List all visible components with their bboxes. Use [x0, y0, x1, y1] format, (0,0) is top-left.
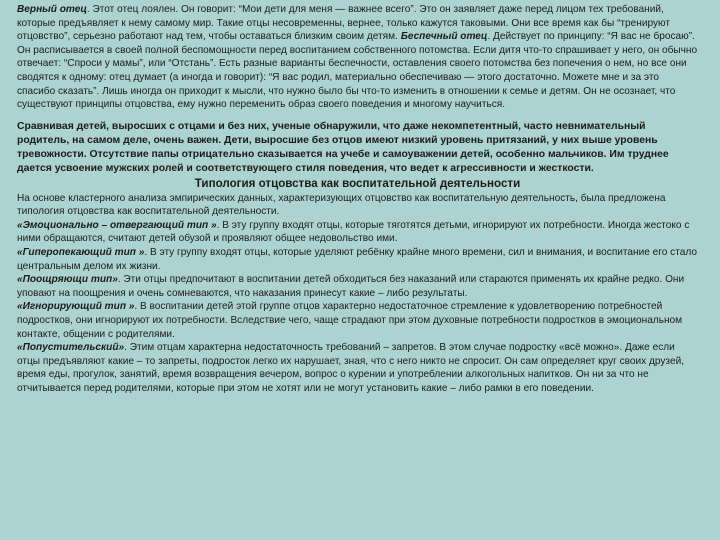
type-description: . В эту группу входят отцы, которые уделяют ребёнку крайне много времени, сил и внимания, и воспитание его стало центральным делом их жизни. — [17, 246, 697, 272]
type-description: . Этим отцам характерна недостаточность требований – запретов. В этом случае подростку «всё можно». Даже если отцы предъявляют какие – то запреты, подросток легко их нарушает, зная, что с него никто не спросит. Он сам определяет круг своих друзей, время еды, прогулок, занятий, время возвращения вечером, вопрос о курении и употреблении алкогольных напитков. Он ни за что не отчитывается перед родителями, которые при этом не хотят или не могут установить какие – либо рамки в его поведении. — [17, 342, 685, 394]
type-term: «Эмоционально – отвергающий тип » — [17, 219, 217, 231]
careless-father-text: . Действует по принципу: “Я вас не бросаю”. Он расписывается в своей полной беспомощности перед воспитанием собственного потомства. Если дитя что-то спрашивает у него, он обычно отвечает: “Спроси у мамы”, или “Отстань”. Есть разные варианты беспечности, оставления своего потомства без попечения о нем, но все они сводятся к одному: отец думает (а иногда и говорит): “Я вас родил, материально обеспечиваю — этого достаточно. Можете мне и за это спасибо сказать”. Лишь иногда он приходит к мысли, что нужно было бы что-то изменить в отношении к семье и детям. Он не осознает, что существуют принципы отцовства, ему нужно переменить образ своего поведения и многому научиться. — [17, 31, 698, 111]
section-heading: Типология отцовства как воспитательной деятельности — [194, 176, 521, 190]
type-term: «Игнорирующий тип » — [17, 301, 135, 313]
term-loyal-father: Верный отец — [17, 4, 87, 15]
comparison-paragraph: Сравнивая детей, выросших с отцами и без них, ученые обнаружили, что даже некомпетентный, часто невнимательный родитель, на самом деле, очень важен. Дети, выросшие без отцов имеют низкий уровень притязаний, у них выше уровень тревожности. Отсутствие папы отрицательно сказывается на учебе и самоуважении детей, особенно мальчиков. Им труднее дается усвоение мужских ролей и соответствующего стиля поведения, что ведет к агрессивности и жесткости. — [17, 120, 669, 175]
term-careless-father: Беспечный отец — [400, 31, 488, 43]
type-description: . Эти отцы предпочитают в воспитании детей обходиться без наказаний или стараются применять их крайне редко. Они уповают на поощрения и очень сомневаются, что наказания принесут какие – либо результаты. — [17, 274, 685, 299]
type-paragraph — [17, 246, 698, 273]
type-term: «Поощряющи тип» — [17, 274, 118, 286]
type-paragraph — [17, 300, 698, 341]
intro-paragraph: На основе кластерного анализа эмпирических данных, характеризующих отцовство как воспитательную деятельность, была предложена типология отцовства как воспитательной деятельности. — [17, 192, 666, 218]
type-description: . В эту группу входят отцы, которые тяготятся детьми, игнорируют их потребности. Иногда жестоко с ними обращаются, считают детей обузой и проявляют общее недовольство ими. — [17, 219, 690, 245]
type-description: . В воспитании детей этой группе отцов характерно недостаточное стремление к удовлетворению потребностей подростков, они игнорируют их потребности. Вследствие чего, чаще страдают при этом духовные потребности подростков в эмоциональном контакте, общении с родителями. — [17, 301, 683, 340]
father-types-paragraph — [17, 3, 698, 112]
type-paragraph — [17, 219, 698, 246]
type-term: «Попустительский» — [17, 342, 125, 354]
type-term: «Гиперопекающий тип » — [17, 246, 145, 258]
loyal-father-text: . Этот отец лоялен. Он говорит: “Мои дети для меня — важнее всего”. Это он заявляет даже перед лицом тех требований, которые предъявляет к нему самому мир. Такие отцы несовременны, вернее, только кажутся таковыми. Они все время как бы “тренируют отцовство”, серьезно работают над тем, чтобы оставаться близким своим детям. — [17, 4, 671, 43]
type-paragraph — [17, 273, 698, 300]
type-paragraph — [17, 341, 698, 395]
